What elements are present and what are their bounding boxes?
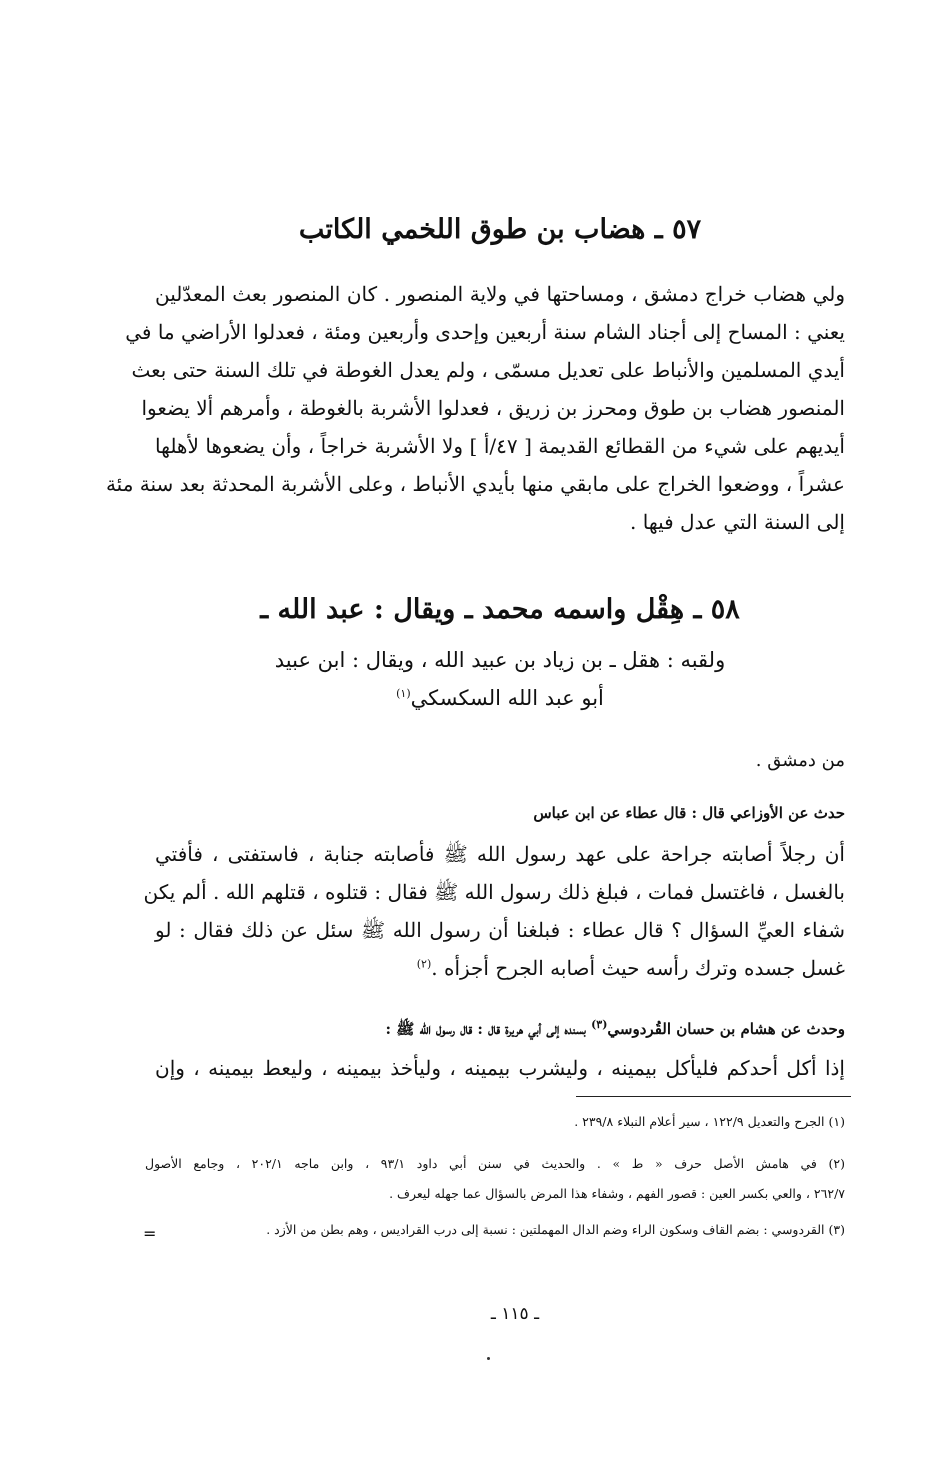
- footnote-3: (٣) القردوسي : بضم القاف وسكون الراء وضم الدال المهملتين : نسبة إلى درب القراديس ، وهم بطن من الأزد .: [266, 1222, 845, 1237]
- isnad-text: بسنده إلى أبي هريرة قال : قال رسول الله ﷺ :: [385, 1020, 592, 1038]
- section-57-line: إلى السنة التي عدل فيها .: [630, 510, 845, 534]
- section-57-line: ولي هضاب خراج دمشق ، ومساحتها في ولاية المنصور . كان المنصور بعث المعدّلين: [155, 282, 845, 306]
- hadith-1-line: [155, 956, 845, 980]
- section-58-subtitle: ولقبه : هقل ـ بن زياد بن عبيد الله ، ويقال : ابن عبيد: [274, 648, 726, 672]
- isnad-text: وحدث عن هشام بن حسان القُردوسي: [607, 1020, 845, 1038]
- hadith-2-isnad: [155, 1018, 845, 1042]
- section-57-line: أيديهم على شيء من القطائع القديمة [ ٤٧/أ ] ولا الأشربة خراجاً ، وأن يضعوها لأهلها: [155, 434, 845, 458]
- hadith-1-line: [155, 918, 845, 947]
- page-number: ـ ١١٥ ـ: [490, 1304, 540, 1324]
- origin-line: من دمشق .: [755, 750, 845, 771]
- footnote-1: (١) الجرح والتعديل ١٢٢/٩ ، سير أعلام النبلاء ٢٣٩/٨ .: [574, 1114, 845, 1129]
- section-57-line: أيدي المسلمين والأنباط على تعديل مسمّى ، ولم يعدل الغوطة في تلك السنة حتى بعث: [131, 358, 845, 382]
- hadith-1-line: بالغسل ، فاغتسل فمات ، فبلغ ذلك رسول الله ﷺ فقال : قتلوه ، قتلهم الله . ألم يكن: [143, 880, 845, 904]
- nisba-text: أبو عبد الله السكسكي: [410, 686, 604, 710]
- section-58-nisba: [180, 686, 820, 710]
- footnote-2-line: (٢) في هامش الأصل حرف « ط » . والحديث في سنن أبي داود ٩٣/١ ، وابن ماجه ٢٠٢/١ ، وجامع الأصول: [145, 1156, 845, 1171]
- hadith-1-text: غسل جسده وترك رأسه حيث أصابه الجرح أجزأه .: [431, 956, 845, 980]
- footnote-ref: (٢): [416, 957, 432, 971]
- scan-speck: [487, 1357, 490, 1360]
- footnote-ref: (١): [396, 687, 411, 700]
- section-57-line: المنصور هضاب بن طوق ومحرز بن زريق ، فعدلوا الأشربة بالغوطة ، وأمرهم ألا يضعوا: [141, 396, 845, 420]
- footnote-divider: [576, 1096, 851, 1097]
- continuation-mark: =: [143, 1224, 157, 1243]
- hadith-1-text: شفاء العيِّ السؤال ؟ قال عطاء : فبلغنا أن رسول الله ﷺ سئل عن ذلك فقال : لو: [155, 918, 845, 942]
- footnote-2-line: ٢٦٢/٧ ، والعي بكسر العين : قصور الفهم ، وشفاء هذا المرض بالسؤال عما جهله ليعرف .: [389, 1186, 845, 1201]
- hadith-1-isnad: حدث عن الأوزاعي قال : قال عطاء عن ابن عباس: [533, 804, 845, 822]
- section-58-heading: ٥٨ ـ هِقْل واسمه محمد ـ ويقال : عبد الله ـ: [260, 594, 740, 625]
- hadith-1-line: أن رجلاً أصابته جراحة على عهد رسول الله ﷺ فأصابته جنابة ، فاستفتى ، فأفتي: [155, 842, 845, 866]
- section-57-line: يعني : المساح إلى أجناد الشام سنة أربعين وإحدى وأربعين ومئة ، فعدلوا الأراضي ما في: [125, 320, 845, 344]
- section-57-line: عشراً ، ووضعوا الخراج على مابقي منها بأيدي الأنباط ، وعلى الأشربة المحدثة بعد سنة مئة: [105, 472, 845, 496]
- section-57-heading: ٥٧ ـ هضاب بن طوق اللخمي الكاتب: [298, 214, 702, 245]
- hadith-2-line: إذا أكل أحدكم فليأكل بيمينه ، وليشرب بيمينه ، وليأخذ بيمينه ، وليعط بيمينه ، وإن: [155, 1056, 845, 1080]
- footnote-ref: (٣): [591, 1018, 608, 1031]
